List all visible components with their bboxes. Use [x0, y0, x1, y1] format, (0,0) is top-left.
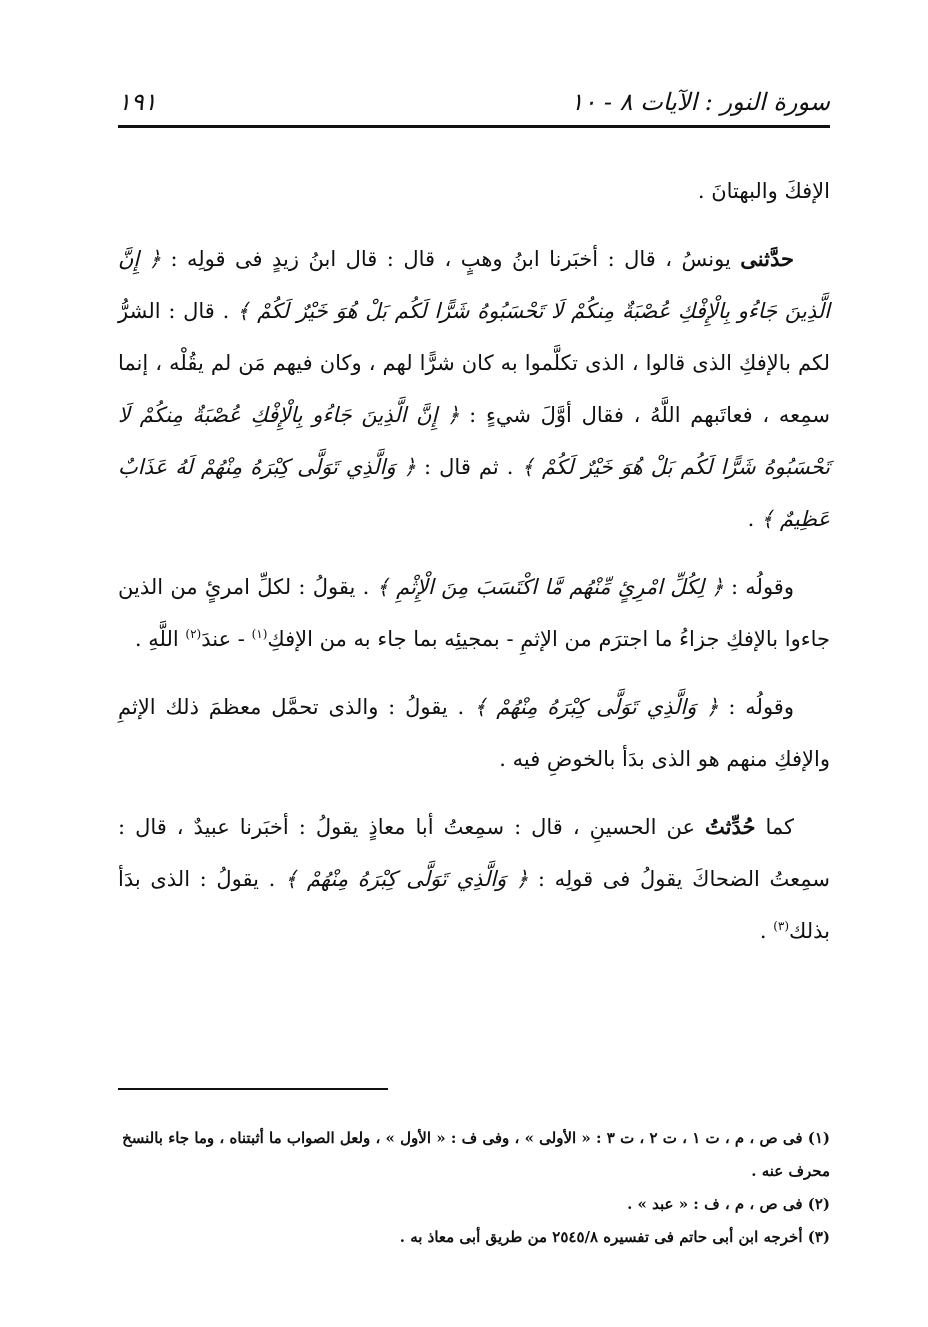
footnotes [118, 1122, 830, 1254]
text-run: . قال : الشرُّ لكم بالإفكِ الذى قالوا ، الذى تكلَّموا به كان شرًّا لهم ، وكان فيهم مَن لم يقُلْه ، إنما سمِعه ، فعاتَبهم اللَّهُ ، فقال أوَّلَ شيءٍ : [118, 299, 830, 427]
text-run: - عندَ [201, 627, 252, 651]
text-run: وقولُه : [723, 575, 794, 599]
footnote: (١) فى ص ، م ، ت ١ ، ت ٢ ، ت ٣ : « الأولى » ، وفى ف : « الأول » ، ولعل الصواب ما أثبتناه ، وما جاء بالنسخ محرف عنه . [122, 1129, 830, 1180]
paragraph [118, 801, 830, 957]
quran-quote: ﴿ وَالَّذِي تَوَلَّى كِبْرَهُ مِنْهُمْ ﴾ [284, 867, 529, 891]
narration-lead: حُدِّثتُ [704, 814, 756, 839]
quran-quote: ﴿ وَالَّذِي تَوَلَّى كِبْرَهُ مِنْهُمْ لَهُ عَذَابٌ عَظِيمٌ ﴾ [118, 455, 830, 531]
text-run: . يقولُ : والذى تحمَّل معظمَ ذلك الإثمِ والإفكِ منهم هو الذى بدَأ بالخوضِ فيه . [118, 695, 830, 771]
text-run: وقولُه : [718, 695, 794, 719]
paragraph [118, 561, 830, 665]
text-run: . [759, 919, 774, 943]
paragraph [118, 233, 830, 545]
footnote: (٣) أخرجه ابن أبى حاتم فى تفسيره ٢٥٤٥/٨ من طريق أبى معاذ به . [399, 1228, 830, 1246]
footnote-ref: (٢) [185, 627, 202, 641]
quran-quote: ﴿ وَالَّذِي تَوَلَّى كِبْرَهُ مِنْهُمْ ﴾ [474, 695, 719, 719]
paragraph [118, 165, 830, 217]
page-number: ١٩١ [118, 88, 157, 116]
text-run: . [747, 507, 761, 531]
quran-quote: ﴿ لِكُلِّ امْرِئٍ مِّنْهُم مَّا اكْتَسَبَ مِنَ الْإِثْمِ ﴾ [376, 575, 724, 599]
text-run: . يقولُ : الذى بدَأ بذلك [118, 867, 830, 943]
footnote-ref: (١) [251, 627, 268, 641]
narration-lead: حدَّثنى [740, 246, 794, 271]
text-run: الإفكَ والبهتانَ . [697, 179, 830, 203]
running-title: سورة النور : الآيات ٨ - ١٠ [570, 88, 830, 116]
text-run: يونسُ ، قال : أخبَرنا ابنُ وهبٍ ، قال : قال ابنُ زيدٍ فى قولِه : [161, 247, 741, 271]
text-run: اللَّهِ . [134, 627, 186, 651]
text-run: عن الحسينِ ، قال : سمِعتُ أبا معاذٍ يقولُ : أخبَرنا عبيدٌ ، قال : سمِعتُ الضحاكَ يقولُ فى قولِه : [118, 815, 830, 891]
text-run: كما [755, 815, 795, 839]
text-run: . ثم قال : [416, 455, 522, 479]
paragraph [118, 681, 830, 785]
header-rule [118, 125, 830, 128]
text-run: . يقولُ : لكلِّ امرئٍ من الذين جاءوا بالإفكِ جزاءُ ما اجترَم من الإثمِ - بمجيئِه بما جاء به من الإفكِ [118, 575, 830, 651]
footnote-ref: (٣) [773, 919, 790, 933]
main-text [118, 165, 830, 973]
quran-quote: ﴿ إِنَّ الَّذِينَ جَاءُو بِالْإِفْكِ عُصْبَةٌ مِنكُمْ لَا تَحْسَبُوهُ شَرًّا لَكُم بَلْ هُوَ خَيْرٌ لَكُمْ ﴾ [118, 403, 830, 479]
page-header [118, 82, 830, 122]
book-page [118, 0, 830, 1327]
quran-quote: ﴿ إِنَّ الَّذِينَ جَاءُو بِالْإِفْكِ عُصْبَةٌ مِنكُمْ لَا تَحْسَبُوهُ شَرًّا لَكُم بَلْ هُوَ خَيْرٌ لَكُمْ ﴾ [118, 247, 830, 323]
footnote-rule [118, 1088, 388, 1090]
footnote: (٢) فى ص ، م ، ف : « عبد » . [627, 1195, 830, 1213]
